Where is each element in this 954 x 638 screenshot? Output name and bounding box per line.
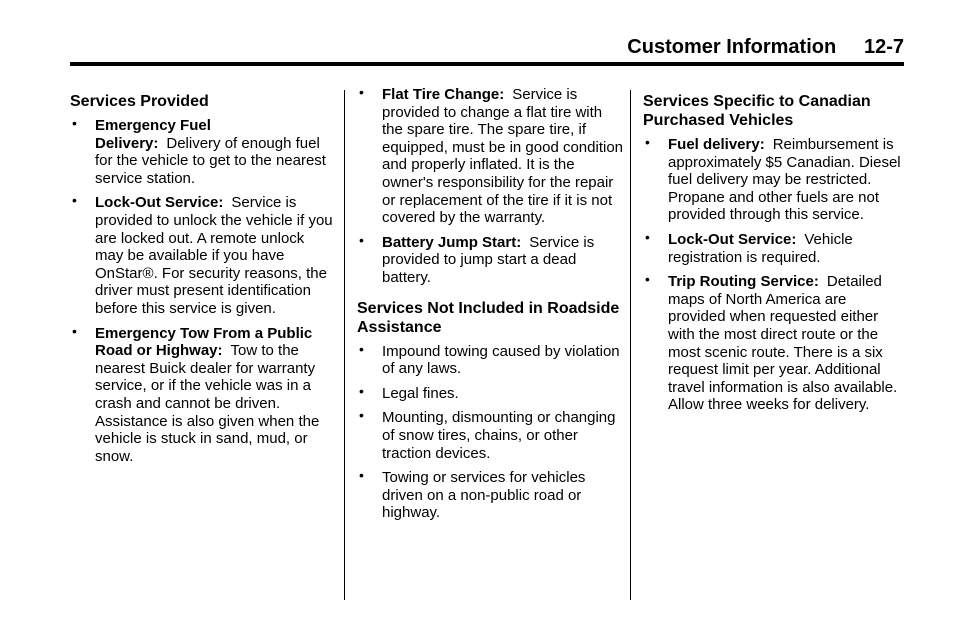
item-term: Battery Jump Start: bbox=[382, 233, 522, 251]
services-list-continued bbox=[357, 86, 625, 287]
section-heading-not-included: Services Not Included in Roadside Assistance bbox=[357, 299, 620, 336]
item-term: Lock-Out Service: bbox=[668, 230, 797, 248]
list-item: • Towing or services for vehicles driven on a non-public road or highway. bbox=[357, 469, 625, 522]
item-term: Trip Routing Service: bbox=[668, 273, 819, 291]
column-3 bbox=[643, 86, 907, 421]
list-item: • Mounting, dismounting or changing of snow tires, chains, or other traction devices. bbox=[357, 409, 625, 462]
item-term: Lock-Out Service: bbox=[95, 194, 224, 212]
header-rule bbox=[70, 62, 904, 66]
list-item bbox=[357, 86, 625, 227]
item-text: Tow to the nearest Buick dealer for warranty service, or if the vehicle was in a crash and cannot be driven. Assistance is also given when the vehicle is stuck in sand, mud, or snow. bbox=[95, 342, 320, 465]
list-item: • Impound towing caused by violation of any laws. bbox=[357, 343, 625, 378]
list-item bbox=[643, 231, 907, 266]
not-included-list bbox=[357, 343, 625, 522]
item-text: Service is provided to unlock the vehicle if you are locked out. A remote unlock may be available if you have OnStar®. For security reasons, the driver must present identification before this service is given. bbox=[95, 194, 333, 317]
item-term: Emergency Tow From a Public Road or Highway: bbox=[95, 324, 313, 360]
list-item bbox=[643, 136, 907, 224]
item-term: Emergency Fuel Delivery: bbox=[95, 117, 211, 152]
list-item: • Legal fines. bbox=[357, 385, 625, 403]
list-item bbox=[70, 194, 335, 317]
item-text: Vehicle registration is required. bbox=[668, 230, 853, 266]
item-text: Service is provided to jump start a dead battery. bbox=[382, 233, 595, 286]
page-header bbox=[70, 36, 904, 62]
list-item bbox=[70, 325, 335, 466]
item-text: Service is provided to change a flat tire with the spare tire. The spare tire, if equipped, must be in good condition and properly inflated. It is the owner's responsibility for the repair or replacement of the tire if it is not covered by the warranty. bbox=[382, 86, 624, 227]
item-text: Delivery of enough fuel for the vehicle to get to the nearest service station. bbox=[95, 134, 326, 187]
item-text: Detailed maps of North America are provided when requested either with the most direct route or the most scenic route. There is a six request limit per year. Additional travel information is also available. Allow three weeks for delivery. bbox=[668, 273, 898, 414]
list-item bbox=[357, 234, 625, 287]
canadian-services-list bbox=[643, 136, 907, 414]
item-text: Reimbursement is approximately $5 Canadian. Diesel fuel delivery may be restricted. Propane and other fuels are not provided through this service. bbox=[668, 136, 901, 224]
header-title: Customer Information 12-7 bbox=[627, 36, 904, 58]
item-term: Fuel delivery: bbox=[668, 136, 765, 153]
services-provided-list bbox=[70, 117, 335, 465]
column-1 bbox=[70, 86, 335, 472]
column-2 bbox=[357, 86, 625, 529]
item-term: Flat Tire Change: bbox=[382, 86, 505, 103]
section-heading-services-provided: Services Provided bbox=[70, 93, 209, 110]
list-item bbox=[643, 273, 907, 414]
column-divider-1 bbox=[344, 90, 345, 600]
section-heading-canadian: Services Specific to Canadian Purchased Vehicles bbox=[643, 93, 871, 129]
list-item bbox=[70, 117, 335, 187]
column-divider-2 bbox=[630, 90, 631, 600]
